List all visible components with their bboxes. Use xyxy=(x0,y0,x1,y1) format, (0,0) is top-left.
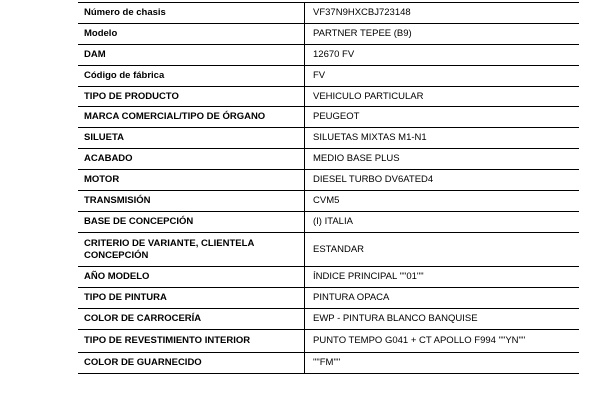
spec-value: ""FM"" xyxy=(313,356,341,368)
spec-value: MEDIO BASE PLUS xyxy=(313,153,400,165)
spec-value: EWP - PINTURA BLANCO BANQUISE xyxy=(313,313,478,325)
table-row xyxy=(78,232,579,267)
spec-label: CRITERIO DE VARIANTE, CLIENTELA CONCEPCIÓN xyxy=(78,232,305,267)
table-row xyxy=(78,65,579,86)
table-row xyxy=(78,190,579,211)
table-row xyxy=(78,330,579,353)
spec-label: SILUETA xyxy=(78,128,305,149)
table-row xyxy=(78,44,579,65)
spec-label: MOTOR xyxy=(78,170,305,191)
table-row xyxy=(78,288,579,309)
spec-label: COLOR DE CARROCERÍA xyxy=(78,309,305,330)
spec-label: Número de chasis xyxy=(78,3,305,24)
spec-value: ESTANDAR xyxy=(313,243,365,255)
table-row xyxy=(78,170,579,191)
spec-label: BASE DE CONCEPCIÓN xyxy=(78,211,305,232)
table-row xyxy=(78,23,579,44)
spec-label: TIPO DE PRODUCTO xyxy=(78,86,305,107)
spec-value: VEHICULO PARTICULAR xyxy=(313,90,424,102)
spec-value: DIESEL TURBO DV6ATED4 xyxy=(313,174,434,185)
table-row xyxy=(78,267,579,288)
spec-label: Código de fábrica xyxy=(78,65,305,86)
spec-label: TRANSMISIÓN xyxy=(78,190,305,211)
spec-label: Modelo xyxy=(78,23,305,44)
spec-value: VF37N9HXCBJ723148 xyxy=(313,7,411,18)
spec-value: FV xyxy=(313,69,326,81)
spec-label: DAM xyxy=(78,44,305,65)
spec-value: PUNTO TEMPO G041 + CT APOLLO F994 ""YN"" xyxy=(313,335,526,346)
table-row xyxy=(78,3,579,24)
table-row xyxy=(78,128,579,149)
spec-table-body xyxy=(78,3,579,374)
spec-value: SILUETAS MIXTAS M1-N1 xyxy=(313,132,427,144)
spec-value: CVM5 xyxy=(313,194,340,206)
vehicle-spec-table xyxy=(78,2,579,374)
table-row xyxy=(78,107,579,128)
spec-value: (I) ITALIA xyxy=(313,215,353,227)
table-row xyxy=(78,86,579,107)
spec-value: 12670 FV xyxy=(313,48,355,60)
table-row xyxy=(78,149,579,170)
spec-label: MARCA COMERCIAL/TIPO DE ÓRGANO xyxy=(78,107,305,128)
spec-label: AÑO MODELO xyxy=(78,267,305,288)
spec-value: ÍNDICE PRINCIPAL ""01"" xyxy=(313,271,424,283)
spec-value: PINTURA OPACA xyxy=(313,292,390,304)
spec-value: PEUGEOT xyxy=(313,111,360,123)
spec-label: TIPO DE REVESTIMIENTO INTERIOR xyxy=(78,330,305,353)
spec-value: PARTNER TEPEE (B9) xyxy=(313,27,412,39)
table-row xyxy=(78,211,579,232)
spec-label: ACABADO xyxy=(78,149,305,170)
spec-label: TIPO DE PINTURA xyxy=(78,288,305,309)
spec-label: COLOR DE GUARNECIDO xyxy=(78,352,305,373)
table-row xyxy=(78,352,579,373)
table-row xyxy=(78,309,579,330)
